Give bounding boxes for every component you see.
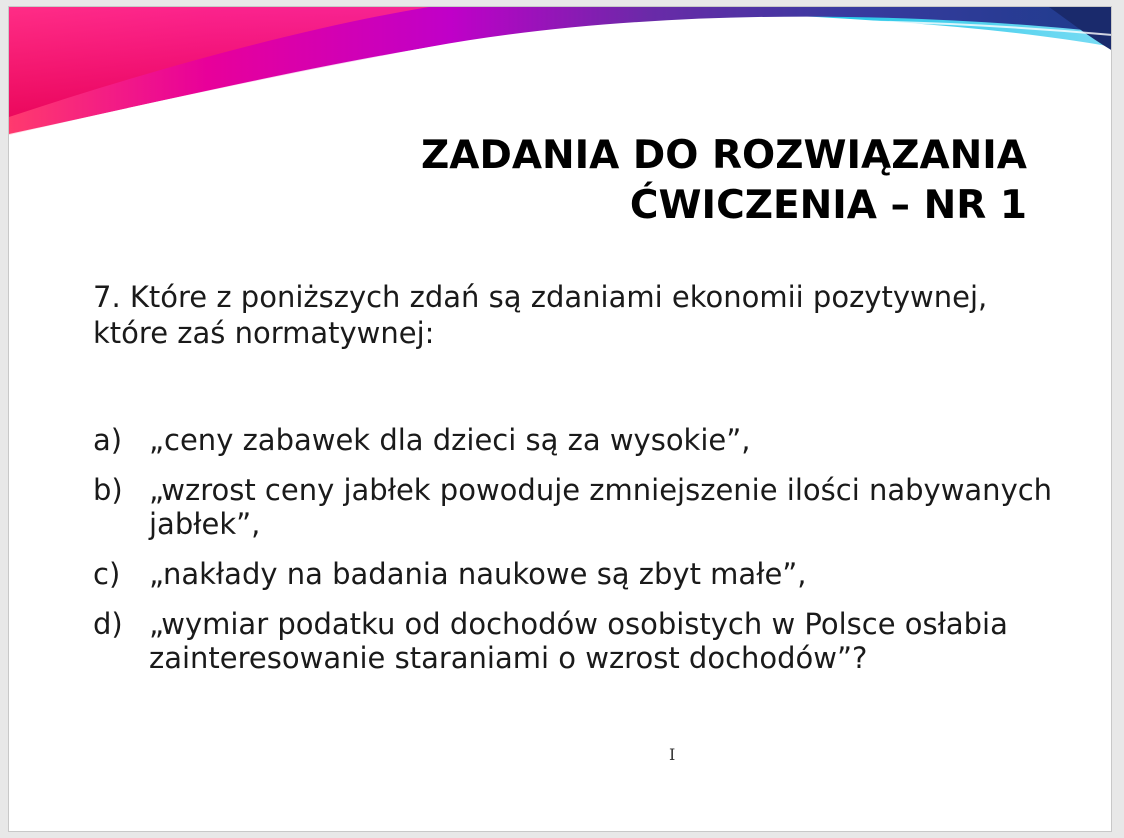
answer-item-d [93,607,1083,675]
answer-text: „wymiar podatku od dochodów osobistych w Polsce osłabia zainteresowanie staraniami o wzrost dochodów”? [149,607,1008,675]
answer-marker: a) [93,423,123,457]
slide-title-line1: ZADANIA DO ROZWIĄZANIA [420,133,1027,178]
answer-text: „nakłady na badania naukowe są zbyt małe”, [149,557,807,591]
text-cursor-icon: I [669,745,676,764]
answer-text: „ceny zabawek dla dzieci są za wysokie”, [149,423,751,457]
question-text: 7. Które z poniższych zdań są zdaniami ekonomii pozytywnej, które zaś normatywnej: [93,280,988,350]
decorative-banner [9,7,1112,147]
answer-marker: b) [93,473,123,507]
slide [8,6,1112,832]
answer-marker: d) [93,607,123,641]
answer-item-b [93,473,1083,541]
answer-item-c [93,557,1083,591]
answer-item-a [93,423,1083,457]
slide-title [421,131,1027,231]
slide-title-line2: ĆWICZENIA – NR 1 [629,183,1027,228]
answer-marker: c) [93,557,121,591]
answer-list [93,423,1083,691]
answer-text: „wzrost ceny jabłek powoduje zmniejszenie ilości nabywanych jabłek”, [149,473,1053,541]
